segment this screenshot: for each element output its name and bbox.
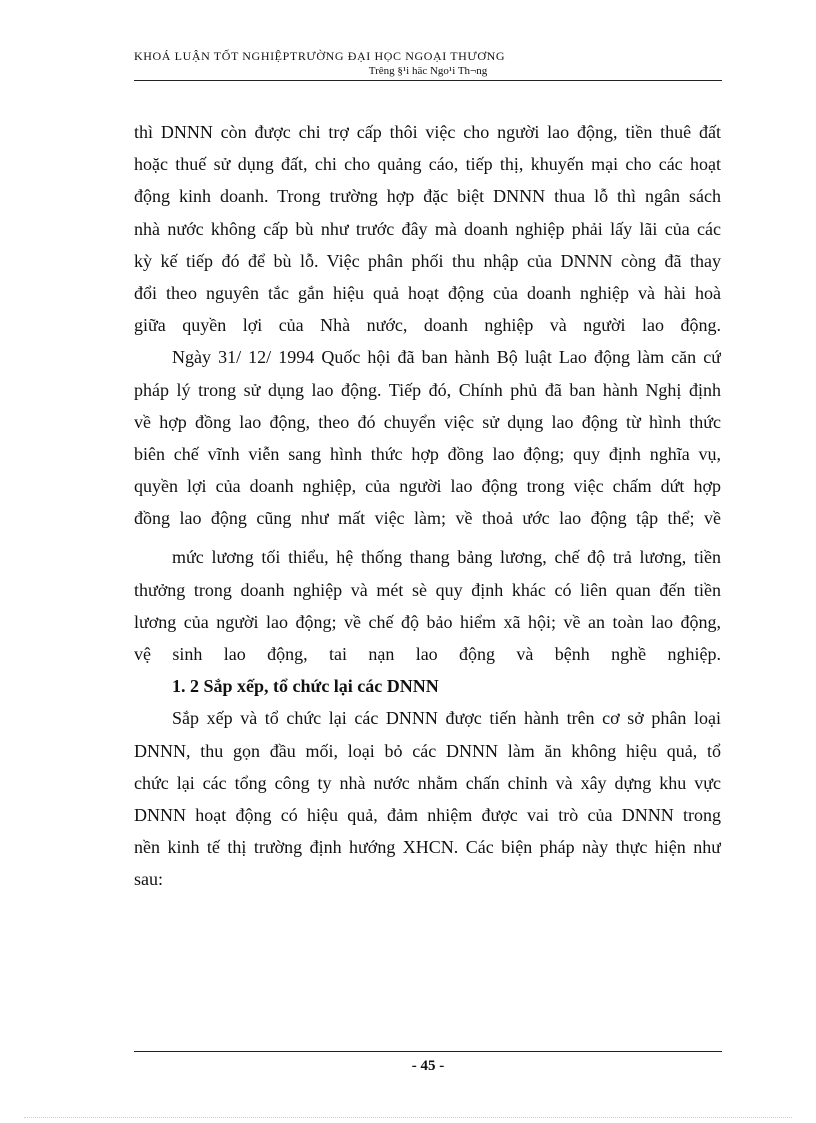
text-line: giữa quyền lợi của Nhà nước, doanh nghiệp và người lao động. xyxy=(134,315,721,336)
text-line: chức lại các tổng công ty nhà nước nhằm chấn chỉnh và xây dựng khu vực xyxy=(134,772,721,793)
text-line: kỳ kế tiếp đó để bù lỗ. Việc phân phối thu nhập của DNNN còng đã thay xyxy=(134,250,721,271)
text-line: DNNN, thu gọn đầu mối, loại bỏ các DNNN làm ăn không hiệu quả, tổ xyxy=(134,740,721,761)
text-line: nhà nước không cấp bù như trước đây mà doanh nghiệp phải lấy lãi của các xyxy=(134,218,721,239)
text-line: đồng lao động cũng như mất việc làm; về thoả ước lao động tập thể; về xyxy=(134,508,721,529)
text-line: đổi theo nguyên tắc gắn hiệu quả hoạt động của doanh nghiệp và hài hoà xyxy=(134,282,721,303)
text-line: động kinh doanh. Trong trường hợp đặc biệt DNNN thua lỗ thì ngân sách xyxy=(134,186,721,207)
text-line: DNNN hoạt động có hiệu quả, đảm nhiệm được vai trò của DNNN trong xyxy=(134,804,721,825)
text-line: thì DNNN còn được chi trợ cấp thôi việc cho người lao động, tiền thuê đất xyxy=(134,122,721,142)
header-subtitle: Trêng §¹i häc Ngo¹i Th¬ng xyxy=(368,65,488,77)
text-line: hoặc thuế sử dụng đất, chi cho quảng cáo, tiếp thị, khuyến mại cho các hoạt xyxy=(134,154,721,175)
page-footer xyxy=(134,1051,722,1075)
text-line: về hợp đồng lao động, theo đó chuyển việc sử dụng lao động từ hình thức xyxy=(134,411,721,432)
text-line: lương của người lao động; về chế độ bảo hiểm xã hội; về an toàn lao động, xyxy=(134,611,721,632)
text-line: pháp lý trong sử dụng lao động. Tiếp đó, Chính phủ đã ban hành Nghị định xyxy=(134,379,721,400)
text-line: thưởng trong doanh nghiệp và mét sè quy định khác có liên quan đến tiền xyxy=(134,579,721,600)
page-edge-divider xyxy=(24,1117,792,1118)
header-title: KHOÁ LUẬN TỐT NGHIỆPTRƯỜNG ĐẠI HỌC NGOẠI THƯƠNG xyxy=(134,49,506,63)
text-line: quyền lợi của doanh nghiệp, của người lao động trong việc chấm dứt hợp xyxy=(134,476,721,497)
text-line: vệ sinh lao động, tai nạn lao động và bệnh nghề nghiệp. xyxy=(134,644,721,664)
document-body xyxy=(134,116,721,896)
text-line: sau: xyxy=(134,869,163,890)
text-line: biên chế vĩnh viễn sang hình thức hợp đồng lao động; quy định nghĩa vụ, xyxy=(134,443,721,464)
text-line: Ngày 31/ 12/ 1994 Quốc hội đã ban hành Bộ luật Lao động làm căn cứ xyxy=(172,347,721,368)
text-line: mức lương tối thiểu, hệ thống thang bảng lương, chế độ trả lương, tiền xyxy=(172,547,721,568)
line-gap xyxy=(134,534,721,541)
page-number: - 45 - xyxy=(411,1058,445,1074)
page-header xyxy=(134,48,722,81)
section-heading: 1. 2 Sắp xếp, tổ chức lại các DNNN xyxy=(172,676,439,697)
text-line: nền kinh tế thị trường định hướng XHCN. Các biện pháp này thực hiện như xyxy=(134,837,721,858)
text-line: Sắp xếp và tổ chức lại các DNNN được tiến hành trên cơ sở phân loại xyxy=(172,708,721,729)
